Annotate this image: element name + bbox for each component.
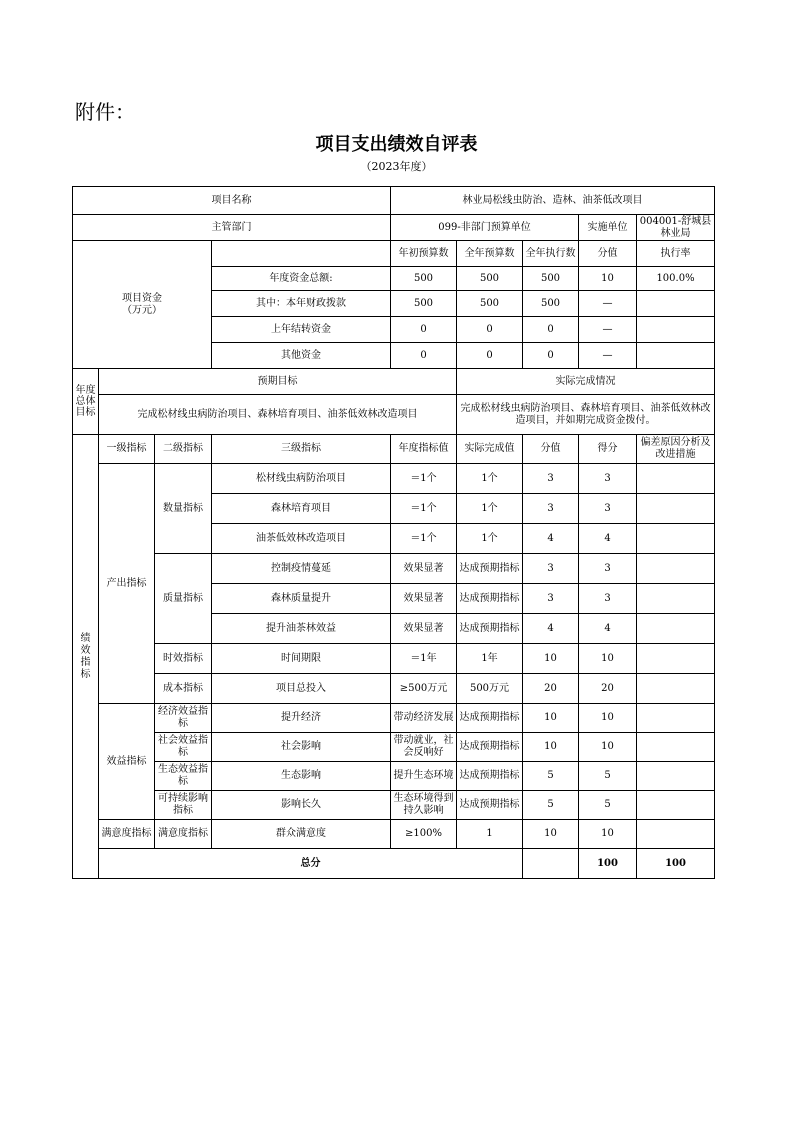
indicator-target: ≥500万元 (391, 674, 457, 704)
funds-label: 项目资金 （万元） (73, 241, 212, 369)
indicator-row (73, 762, 715, 791)
indicator-header: 分值 (523, 435, 579, 464)
indicator-header: 偏差原因分析及改进措施 (637, 435, 715, 464)
indicator-actual: 1年 (457, 644, 523, 674)
indicator-row (73, 791, 715, 820)
indicator-target: ＝1个 (391, 494, 457, 524)
indicator-note (637, 554, 715, 584)
indicator-actual: 1 (457, 820, 523, 849)
indicator-header: 实际完成值 (457, 435, 523, 464)
funds-cell: 500 (457, 291, 523, 317)
indicator-target: 效果显著 (391, 584, 457, 614)
indicator-name: 松材线虫病防治项目 (212, 464, 391, 494)
indicator-note (637, 791, 715, 820)
level2-cost: 成本指标 (155, 674, 212, 704)
impl-value: 004001-舒城县林业局 (637, 215, 715, 241)
indicator-row (73, 554, 715, 584)
indicator-name: 提升油茶林效益 (212, 614, 391, 644)
indicator-name: 森林培育项目 (212, 494, 391, 524)
funds-cell: 10 (579, 267, 637, 291)
indicator-note (637, 524, 715, 554)
funds-cell: — (579, 291, 637, 317)
indicator-target: ＝1年 (391, 644, 457, 674)
indicator-target: 生态环境得到持久影响 (391, 791, 457, 820)
funds-cell: 500 (391, 291, 457, 317)
funds-header-cell: 分值 (579, 241, 637, 267)
total-row (73, 849, 715, 879)
indicator-actual: 1个 (457, 464, 523, 494)
level2-ecological: 生态效益指标 (155, 762, 212, 791)
funds-cell: 0 (457, 343, 523, 369)
indicator-target: 效果显著 (391, 614, 457, 644)
indicator-row (73, 644, 715, 674)
level2-timeliness: 时效指标 (155, 644, 212, 674)
dept-label: 主管部门 (73, 215, 391, 241)
indicator-actual: 500万元 (457, 674, 523, 704)
indicator-row (73, 464, 715, 494)
page-title: 项目支出绩效自评表 (315, 134, 478, 155)
funds-row-label: 其他资金 (212, 343, 391, 369)
indicator-score: 10 (579, 704, 637, 733)
funds-header-cell: 执行率 (637, 241, 715, 267)
indicator-score: 10 (579, 644, 637, 674)
indicator-actual: 达成预期指标 (457, 704, 523, 733)
indicator-target: ＝1个 (391, 464, 457, 494)
indicator-score-value: 20 (523, 674, 579, 704)
indicator-name: 生态影响 (212, 762, 391, 791)
level2-sustainable: 可持续影响指标 (155, 791, 212, 820)
level2-satisfaction: 满意度指标 (155, 820, 212, 849)
total-label: 总分 (99, 849, 523, 879)
funds-header-cell: 年初预算数 (391, 241, 457, 267)
funds-cell: 500 (523, 291, 579, 317)
indicator-note (637, 820, 715, 849)
indicator-target: 带动就业，社会反响好 (391, 733, 457, 762)
level2-economic: 经济效益指标 (155, 704, 212, 733)
indicator-score: 10 (579, 733, 637, 762)
funds-cell: 0 (391, 343, 457, 369)
funds-cell: 100.0% (637, 267, 715, 291)
indicator-score-value: 3 (523, 494, 579, 524)
funds-cell (637, 317, 715, 343)
indicator-name: 控制疫情蔓延 (212, 554, 391, 584)
dept-value: 099-非部门预算单位 (391, 215, 579, 241)
indicator-score: 3 (579, 464, 637, 494)
indicator-score-value: 3 (523, 554, 579, 584)
expected-goal-label: 预期目标 (99, 369, 457, 395)
indicator-name: 影响长久 (212, 791, 391, 820)
actual-goal: 完成松材线虫病防治项目、森林培育项目、油茶低效林改造项目，并如期完成资金拨付。 (457, 395, 715, 435)
indicator-target: ＝1个 (391, 524, 457, 554)
indicator-header: 一级指标 (99, 435, 155, 464)
indicator-name: 提升经济 (212, 704, 391, 733)
indicator-score: 3 (579, 554, 637, 584)
indicator-note (637, 674, 715, 704)
funds-cell: 500 (523, 267, 579, 291)
funds-cell: 0 (523, 343, 579, 369)
indicator-header: 二级指标 (155, 435, 212, 464)
indicator-score: 5 (579, 791, 637, 820)
total-score-value: 100 (579, 849, 637, 879)
indicator-header: 年度指标值 (391, 435, 457, 464)
indicator-note (637, 704, 715, 733)
indicator-score: 5 (579, 762, 637, 791)
funds-cell: — (579, 343, 637, 369)
indicator-actual: 达成预期指标 (457, 762, 523, 791)
total-blank (523, 849, 579, 879)
funds-header-row (73, 241, 715, 267)
level2-quality: 质量指标 (155, 554, 212, 644)
attachment-label: 附件： (75, 100, 135, 124)
project-name: 林业局松线虫防治、造林、油茶低改项目 (391, 187, 715, 215)
funds-header-cell: 全年预算数 (457, 241, 523, 267)
funds-cell: — (579, 317, 637, 343)
level1-output: 产出指标 (99, 464, 155, 704)
indicator-score-value: 3 (523, 584, 579, 614)
indicator-row (73, 704, 715, 733)
indicator-note (637, 614, 715, 644)
year-label: （2023年度） (360, 160, 433, 173)
indicator-name: 项目总投入 (212, 674, 391, 704)
level1-benefit: 效益指标 (99, 704, 155, 820)
indicator-note (637, 464, 715, 494)
funds-row-label: 上年结转资金 (212, 317, 391, 343)
indicator-header: 三级指标 (212, 435, 391, 464)
indicator-name: 油茶低效林改造项目 (212, 524, 391, 554)
funds-header-cell: 全年执行数 (523, 241, 579, 267)
indicator-target: 效果显著 (391, 554, 457, 584)
funds-header-blank (212, 241, 391, 267)
indicator-note (637, 644, 715, 674)
indicator-score-value: 3 (523, 464, 579, 494)
funds-cell: 0 (523, 317, 579, 343)
funds-cell: 500 (391, 267, 457, 291)
impl-label: 实施单位 (579, 215, 637, 241)
indicator-target: ≥100% (391, 820, 457, 849)
indicator-name: 群众满意度 (212, 820, 391, 849)
expected-goal: 完成松材线虫病防治项目、森林培育项目、油茶低效林改造项目 (99, 395, 457, 435)
indicators-side-label: 绩 效 指 标 (73, 435, 99, 879)
funds-row-label: 其中：本年财政拨款 (212, 291, 391, 317)
funds-row-label: 年度资金总额: (212, 267, 391, 291)
indicator-score-value: 10 (523, 644, 579, 674)
funds-cell (637, 291, 715, 317)
indicator-score-value: 4 (523, 614, 579, 644)
indicator-actual: 达成预期指标 (457, 614, 523, 644)
funds-cell (637, 343, 715, 369)
indicator-name: 社会影响 (212, 733, 391, 762)
indicator-score-value: 4 (523, 524, 579, 554)
indicator-name: 森林质量提升 (212, 584, 391, 614)
indicator-target: 带动经济发展 (391, 704, 457, 733)
indicator-actual: 达成预期指标 (457, 791, 523, 820)
project-name-label: 项目名称 (73, 187, 391, 215)
level1-satisfaction: 满意度指标 (99, 820, 155, 849)
indicator-header: 得分 (579, 435, 637, 464)
indicator-score-value: 10 (523, 733, 579, 762)
indicator-score: 20 (579, 674, 637, 704)
project-name-row (73, 187, 715, 215)
funds-cell: 0 (391, 317, 457, 343)
department-row (73, 215, 715, 241)
funds-cell: 500 (457, 267, 523, 291)
indicator-note (637, 733, 715, 762)
level2-quantity: 数量指标 (155, 464, 212, 554)
indicator-row (73, 820, 715, 849)
indicator-score: 10 (579, 820, 637, 849)
indicator-score: 4 (579, 524, 637, 554)
indicator-score-value: 10 (523, 820, 579, 849)
indicator-score-value: 5 (523, 762, 579, 791)
indicator-note (637, 762, 715, 791)
actual-goal-label: 实际完成情况 (457, 369, 715, 395)
level2-social: 社会效益指标 (155, 733, 212, 762)
indicators-header-row (73, 435, 715, 464)
indicator-score-value: 5 (523, 791, 579, 820)
indicator-name: 时间期限 (212, 644, 391, 674)
indicator-actual: 达成预期指标 (457, 733, 523, 762)
indicator-score-value: 10 (523, 704, 579, 733)
indicator-actual: 达成预期指标 (457, 584, 523, 614)
indicator-row (73, 674, 715, 704)
indicator-note (637, 494, 715, 524)
indicator-actual: 达成预期指标 (457, 554, 523, 584)
goals-content-row (73, 395, 715, 435)
indicator-score: 4 (579, 614, 637, 644)
indicator-target: 提升生态环境 (391, 762, 457, 791)
indicator-score: 3 (579, 494, 637, 524)
funds-cell: 0 (457, 317, 523, 343)
indicator-score: 3 (579, 584, 637, 614)
goals-header-row (73, 369, 715, 395)
indicator-row (73, 733, 715, 762)
evaluation-table (72, 186, 715, 879)
indicator-actual: 1个 (457, 524, 523, 554)
indicator-actual: 1个 (457, 494, 523, 524)
total-score: 100 (637, 849, 715, 879)
indicator-note (637, 584, 715, 614)
goals-side-label: 年度 总体 目标 (73, 369, 99, 435)
